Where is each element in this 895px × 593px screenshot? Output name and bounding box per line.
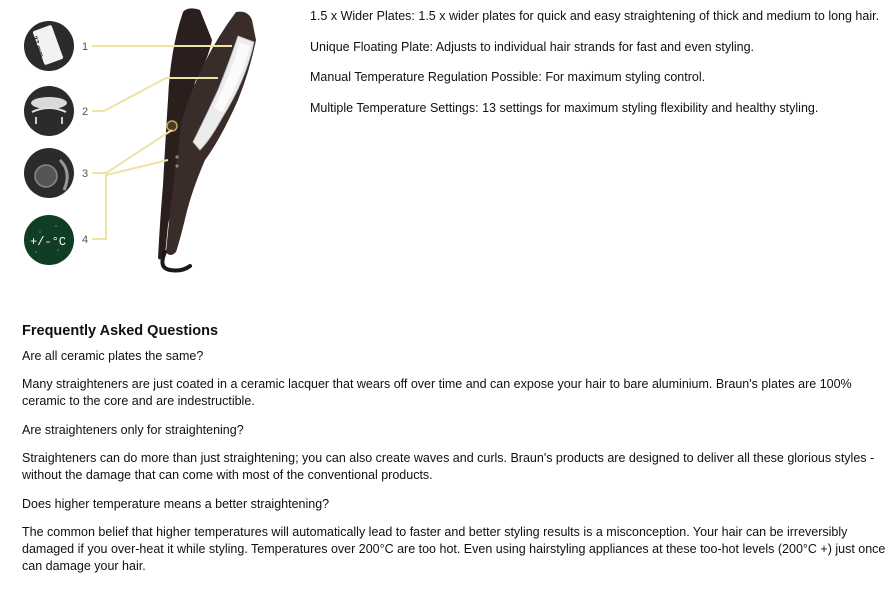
faq-answer: Straighteners can do more than just straightening; you can also create waves and curls. Braun's products are designed to deliver all these glorious styles - without the damage that can come with most of the conventional products.	[22, 451, 875, 482]
feature-item-wider-plates: 1.5 x Wider Plates: 1.5 x wider plates for quick and easy straightening of thick and medium to long hair.	[310, 9, 880, 23]
feature-item-floating-plate: Unique Floating Plate: Adjusts to individual hair strands for fast and even styling.	[310, 39, 755, 54]
product-image	[0, 0, 300, 290]
faq-answer: Many straighteners are just coated in a ceramic lacquer that wears off over time and can expose your hair to bare aluminium. Braun's plates are 100% ceramic to the core and are indestructible.	[22, 377, 852, 408]
faq-question: Are all ceramic plates the same?	[22, 349, 204, 363]
temperature-settings-icon-label: +/-°C	[30, 235, 67, 249]
faq-title: Frequently Asked Questions	[22, 323, 219, 339]
faq-answer: The common belief that higher temperatures will automatically lead to faster and better styling results is a misconception. Your hair can be irreversibly damaged if you over-heat it while styling. Temperatures over 200°C are too hot. Even using hairstyling appliances at these too-hot levels (200°C +) just once can damage your hair.	[22, 525, 886, 573]
faq-section	[22, 322, 892, 587]
feature-list	[310, 8, 890, 130]
feature-item-temperature-settings: Multiple Temperature Settings: 13 settings for maximum styling flexibility and healthy styling.	[310, 100, 819, 115]
callout-number-1: 1	[82, 41, 89, 53]
hair-straightener-image	[158, 8, 256, 270]
callout-number-2: 2	[82, 106, 89, 118]
callout-number-3: 3	[82, 168, 89, 180]
floating-plate-icon	[24, 86, 74, 136]
faq-question: Does higher temperature means a better straightening?	[22, 497, 330, 511]
temperature-settings-icon	[24, 215, 74, 265]
callout-number-4: 4	[82, 234, 89, 246]
plate-width-icon	[24, 21, 74, 71]
plate-width-icon-label: 37 mm	[30, 35, 45, 59]
faq-question: Are straighteners only for straightening?	[22, 423, 244, 437]
temperature-dial-icon	[24, 148, 74, 198]
feature-item-manual-temperature: Manual Temperature Regulation Possible: For maximum styling control.	[310, 70, 706, 84]
